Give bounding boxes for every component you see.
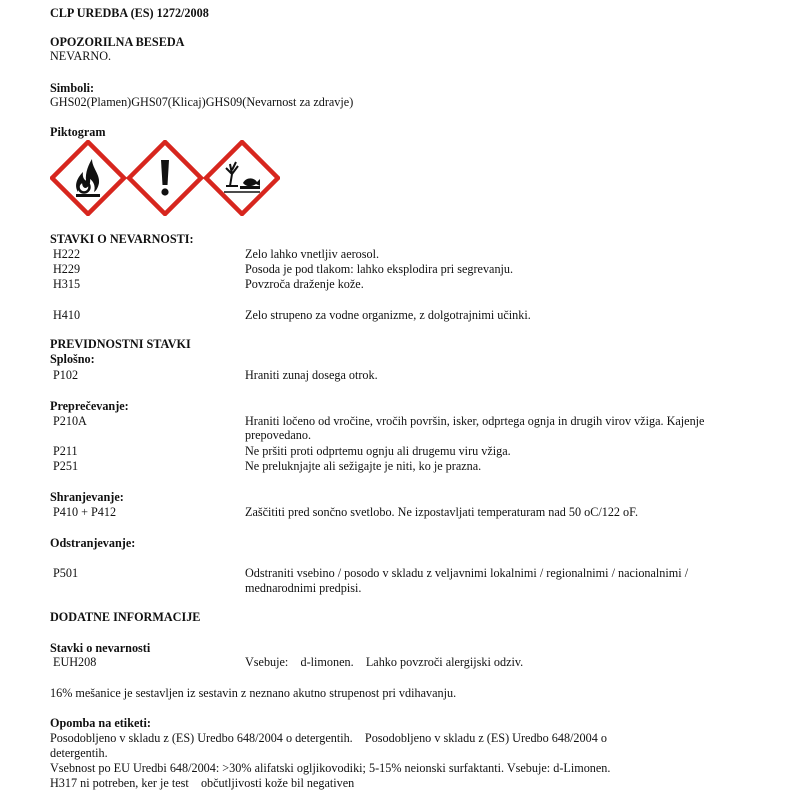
hazard-code: H222 [53, 247, 81, 261]
hazard-text: Zelo lahko vnetljiv aerosol. [245, 247, 380, 261]
general-heading: Splošno: [50, 352, 95, 366]
signal-word-heading: OPOZORILNA BESEDA [50, 35, 185, 49]
flame-icon [52, 142, 124, 214]
hazard-statements-heading: STAVKI O NEVARNOSTI: [50, 232, 194, 246]
symbols-heading: Simboli: [50, 81, 95, 95]
euh-code: EUH208 [53, 655, 97, 669]
page-title: CLP UREDBA (ES) 1272/2008 [50, 6, 209, 20]
precaution-text: Ne pršiti proti odprtemu ognju ali drugemu viru vžiga. [245, 444, 511, 458]
additional-hazard-subheading: Stavki o nevarnosti [50, 641, 151, 655]
precaution-text: Hraniti ločeno od vročine, vročih površin, isker, odprtega ognja in drugih virov vžiga. Kajenje [245, 414, 705, 428]
prevention-heading: Preprečevanje: [50, 399, 129, 413]
precaution-text: Ne preluknjajte ali sežigajte je niti, ko je prazna. [245, 459, 482, 473]
label-note-line: H317 ni potreben, ker je test občutljivosti kože bil negativen [50, 776, 355, 790]
euh-text: Vsebuje: d-limonen. Lahko povzroči alergijski odziv. [245, 655, 524, 669]
precaution-text: Hraniti zunaj dosega otrok. [245, 368, 378, 382]
precaution-text: Odstraniti vsebino / posodo v skladu z veljavnimi lokalnimi / regionalnimi / nacionalnimi / [245, 566, 689, 580]
pictogram-heading: Piktogram [50, 125, 106, 139]
additional-info-heading: DODATNE INFORMACIJE [50, 610, 201, 624]
hazard-text: Posoda je pod tlakom: lahko eksplodira pri segrevanju. [245, 262, 514, 276]
precaution-code: P410 + P412 [53, 505, 117, 519]
hazard-code: H410 [53, 308, 81, 322]
precaution-text-continued: mednarodnimi predpisi. [245, 581, 362, 595]
symbols-value: GHS02(Plamen)GHS07(Klicaj)GHS09(Nevarnost za zdravje) [50, 95, 354, 109]
precaution-code: P251 [53, 459, 79, 473]
precautionary-heading: PREVIDNOSTNI STAVKI [50, 337, 191, 351]
precaution-text: Zaščititi pred sončno svetlobo. Ne izpostavljati temperaturam nad 50 oC/122 oF. [245, 505, 639, 519]
precaution-code: P210A [53, 414, 87, 428]
precaution-text-continued: prepovedano. [245, 428, 311, 442]
toxicity-note: 16% mešanice je sestavljen iz sestavin z neznano akutno strupenost pri vdihavanju. [50, 686, 457, 700]
precaution-code: P501 [53, 566, 79, 580]
hazard-code: H229 [53, 262, 81, 276]
storage-heading: Shranjevanje: [50, 490, 124, 504]
exclamation-mark-icon [129, 142, 201, 214]
label-note-line: Vsebnost po EU Uredbi 648/2004: >30% alifatski ogljikovodiki; 5-15% neionski surfaktanti. Vsebuje: d-Limonen. [50, 761, 611, 775]
label-note-line: Posodobljeno v skladu z (ES) Uredbo 648/2004 o detergentih. Posodobljeno v skladu z (ES) Uredbo 648/2004 o [50, 731, 607, 745]
hazard-text: Povzroča draženje kože. [245, 277, 364, 291]
disposal-heading: Odstranjevanje: [50, 536, 136, 550]
label-note-heading: Opomba na etiketi: [50, 716, 151, 730]
ghs-pictograms [50, 140, 280, 216]
signal-word-value: NEVARNO. [50, 49, 112, 63]
precaution-code: P102 [53, 368, 79, 382]
label-note-line: detergentih. [50, 746, 108, 760]
environment-hazard-icon [206, 142, 278, 214]
hazard-text: Zelo strupeno za vodne organizme, z dolgotrajnimi učinki. [245, 308, 531, 322]
hazard-code: H315 [53, 277, 81, 291]
precaution-code: P211 [53, 444, 78, 458]
